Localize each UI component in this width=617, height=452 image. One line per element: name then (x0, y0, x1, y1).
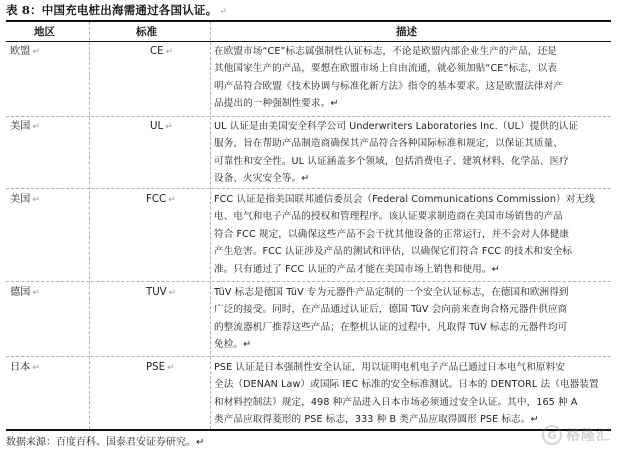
return-arrow-icon: ↵ (32, 195, 40, 205)
header-region: 地区 (34, 26, 55, 38)
row-separator (6, 356, 611, 357)
return-arrow-icon: ↵ (167, 363, 175, 373)
return-arrow-icon: ↵ (168, 195, 176, 205)
return-arrow-icon: ↵ (530, 414, 539, 426)
table-bottom-rule (6, 429, 611, 431)
region-cell: 欧盟 ↵ (10, 46, 40, 57)
watermark-logo (542, 425, 611, 445)
region-cell: 美国 ↵ (10, 194, 40, 205)
description-cell: 在欧盟市场“CE”标志属强制性认证标志，不论是欧盟内部企业生产的产品，还是 其他国家生产的产品，要想在欧盟市场上自由流通，就必须加贴“CE”标志，以表 明产品符合欧盟《技术协调与标准化新方法》指令的基本要求。这是欧盟法律对产 品提出的一种强制性要求。↵ (214, 46, 563, 110)
return-arrow-icon: ↵ (491, 263, 500, 275)
return-arrow-icon: ↵ (168, 288, 177, 298)
watermark-g-icon: G (542, 425, 562, 445)
description-cell: FCC 认证是指美国联邦通信委员会（Federal Communications Commission）对无线 电、电气和电子产品的授权和管理程序。该认证要求制造商在美国市场销售的产品 符合 FCC 规定，以确保这些产品不会干扰其他设备的正常运行，并不会对人体健康 产生危害。FCC 认证涉及产品的测试和评估，以确保它们符合 FCC 的技术和安全标 准。只有通过了 FCC 认证的产品才能在美国市场上销售和使用。↵ (214, 194, 595, 275)
header-standard: 标准 (136, 26, 157, 38)
region-cell: 德国 ↵ (10, 287, 40, 298)
standard-cell: FCC ↵ (146, 194, 176, 205)
column-divider (210, 22, 211, 429)
return-arrow-icon: ↵ (301, 173, 310, 185)
watermark-text: 格隆汇 (566, 428, 611, 444)
region-cell: 日本 ↵ (10, 362, 40, 373)
table-top-rule (6, 20, 611, 22)
return-arrow-icon: ↵ (243, 339, 252, 351)
standard-cell: UL ↵ (150, 121, 173, 132)
return-arrow-icon: ↵ (32, 47, 40, 57)
return-arrow-icon: ↵ (32, 363, 40, 373)
row-separator (6, 188, 611, 189)
return-arrow-icon: ↵ (219, 7, 228, 17)
description-cell: TüV 标志是德国 TüV 专为元器件产品定制的一个安全认证标志，在德国和欧洲得到 广泛的接受。同时，在产品通过认证后，德国 TüV 会向前来查询合格元器件供应商 的整流器机厂推荐这些产品；在整机认证的过程中，凡取得 TüV 标志的元器件均可 免检。↵ (214, 287, 569, 351)
return-arrow-icon: ↵ (32, 122, 40, 132)
standard-cell: CE ↵ (150, 46, 174, 57)
table-header-rule (6, 41, 611, 42)
return-arrow-icon: ↵ (165, 47, 174, 57)
standard-cell: PSE ↵ (146, 362, 175, 373)
row-separator (6, 281, 611, 282)
column-divider (89, 22, 90, 429)
return-arrow-icon: ↵ (165, 122, 173, 132)
description-cell: PSE 认证是日本强制性安全认证，用以证明电机电子产品已通过日本电气和原料安 全法（DENAN Law）或国际 IEC 标准的安全标准测试。日本的 DENTORL 法（电器装置 和材料控制法）规定，498 种产品进入日本市场必须通过安全认证。其中，165 种 A 类产品应取得菱形的 PSE 标志，333 种 B 类产品应取得圆形 PSE 标志。↵ (214, 362, 599, 426)
return-arrow-icon: ↵ (32, 288, 40, 298)
return-arrow-icon: ↵ (330, 98, 339, 110)
region-cell: 美国 ↵ (10, 121, 40, 132)
standard-cell: TUV ↵ (146, 287, 177, 298)
description-cell: UL 认证是由美国安全科学公司 Underwriters Laboratories Inc.（UL）提供的认证 服务，旨在帮助产品制造商确保其产品符合各种国际标准和规定，以保证其质量、 可靠性和安全性。UL 认证涵盖多个领域，包括消费电子、建筑材料、化学品、医疗 设备、火灾安全等。↵ (214, 121, 579, 185)
data-source-note: 数据来源：百度百科、国泰君安证券研究。↵ (6, 437, 205, 448)
header-description: 描述 (396, 26, 417, 38)
table-title: 表 8：中国充电桩出海需通过各国认证。 ↵ (6, 3, 228, 17)
return-arrow-icon: ↵ (196, 437, 205, 448)
row-separator (6, 116, 611, 117)
